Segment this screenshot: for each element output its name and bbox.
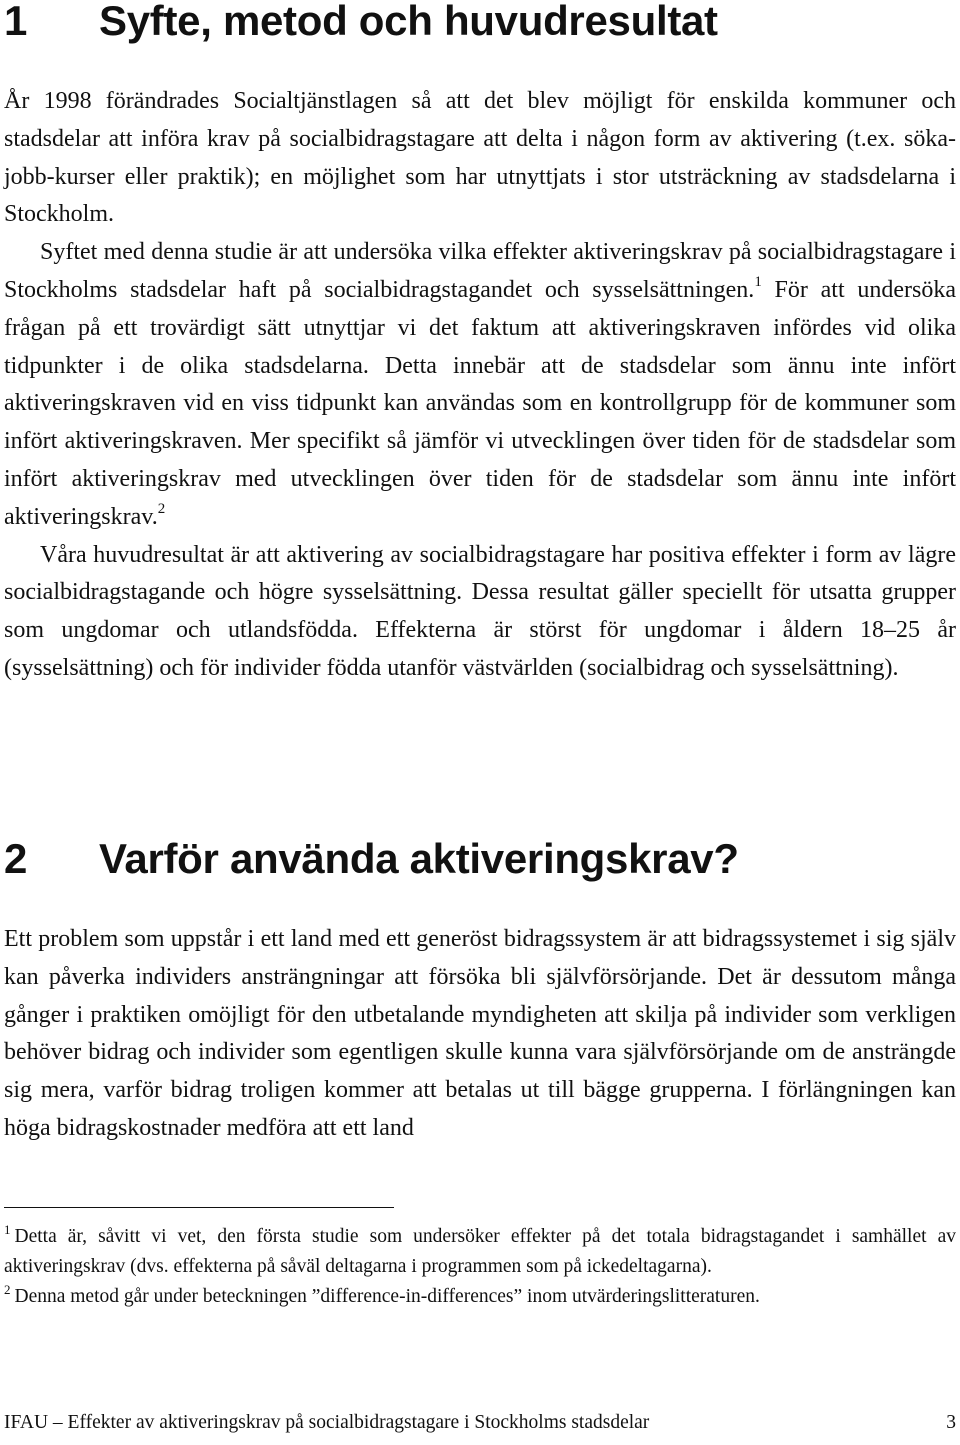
footnote — [4, 1282, 956, 1312]
paragraph — [4, 537, 956, 688]
section-title: Syfte, metod och huvudresultat — [99, 0, 718, 44]
footnote-number: 2 — [4, 1281, 11, 1297]
section-title: Varför använda aktiveringskrav? — [99, 835, 739, 882]
paragraph-text: Syftet med denna studie är att undersöka vilka effekter aktiveringskrav på socialbidragstagare i Stockholms stadsdelar haft på socialbidragstagandet och sysselsättningen. — [4, 239, 956, 303]
paragraph — [4, 921, 956, 1148]
footnote — [4, 1222, 956, 1282]
section-number: 2 — [4, 835, 28, 882]
section-body — [4, 83, 956, 688]
paragraph-text: Våra huvudresultat är att aktivering av socialbidragstagare har positiva effekter i form av lägre socialbidragstagande och högre sysselsättning. Dessa resultat gäller speciellt för utsatta grupper som ungdomar och utlandsfödda. Effekterna är störst för ungdomar i åldern 18–25 år (sysselsättning) och för individer födda utanför västvärlden (socialbidrag och sysselsättning). — [4, 541, 956, 681]
footnote-text: Detta är, såvitt vi vet, den första studie som undersöker effekter på det totala bidragstagandet i samhället av aktiveringskrav (dvs. effekterna på såväl deltagarna i programmen som på ickedeltagarna). — [4, 1226, 956, 1277]
footnote-marker: 2 — [157, 500, 166, 517]
footnotes — [4, 1222, 956, 1312]
paragraph-text: För att undersöka frågan på ett trovärdigt sätt utnyttjar vi det faktum att aktiveringskraven infördes vid olika tidpunkter i de olika stadsdelarna. Detta innebär att de stadsdelar som ännu inte infört aktiveringskraven vid en viss tidpunkt kan användas som en kontrollgrupp för de kommuner som infört aktiveringskraven. Mer specifikt så jämför vi utvecklingen över tiden för de stadsdelar som infört aktiveringskrav med utvecklingen över tiden för de stadsdelar som ännu inte infört aktiveringskrav. — [4, 276, 957, 530]
paragraph-text: År 1998 förändrades Socialtjänstlagen så att det blev möjligt för enskilda kommuner och stadsdelar att införa krav på socialbidragstagare att delta i någon form av aktivering (t.ex. söka-jobb-kurser eller praktik); en möjlighet som har utnyttjats i stor utsträckning av stadsdelarna i Stockholm. — [4, 88, 956, 228]
footnote-text: Denna metod går under beteckningen ”difference-in-differences” inom utvärderingslitteraturen. — [14, 1286, 760, 1307]
paragraph-text: Ett problem som uppstår i ett land med ett generöst bidragssystem är att bidragssystemet i sig själv kan påverka individers ansträngningar att försöka bli självförsörjande. Det är dessutom många gånger i praktiken omöjligt för den utbetalande myndigheten att skilja på individer som verkligen behöver bidrag och individer som egentligen skulle kunna vara självförsörjande om de ansträngde sig mera, varför bidrag troligen kommer att betalas ut till bägge grupperna. I förlängningen kan höga bidragskostnader medföra att ett land — [4, 926, 956, 1141]
footer-running-title: IFAU – Effekter av aktiveringskrav på socialbidragstagare i Stockholms stadsdelar — [4, 1412, 650, 1433]
footnote-rule — [4, 1207, 394, 1208]
section-heading — [4, 0, 718, 44]
paragraph — [4, 234, 956, 536]
section-heading — [4, 836, 739, 882]
document-page — [4, 0, 956, 1445]
section-number: 1 — [4, 0, 28, 44]
footnote-number: 1 — [4, 1221, 11, 1237]
section-body — [4, 921, 956, 1148]
footnote-marker: 1 — [754, 273, 762, 290]
page-footer — [4, 1410, 956, 1436]
paragraph — [4, 83, 956, 234]
page-number: 3 — [946, 1412, 956, 1433]
